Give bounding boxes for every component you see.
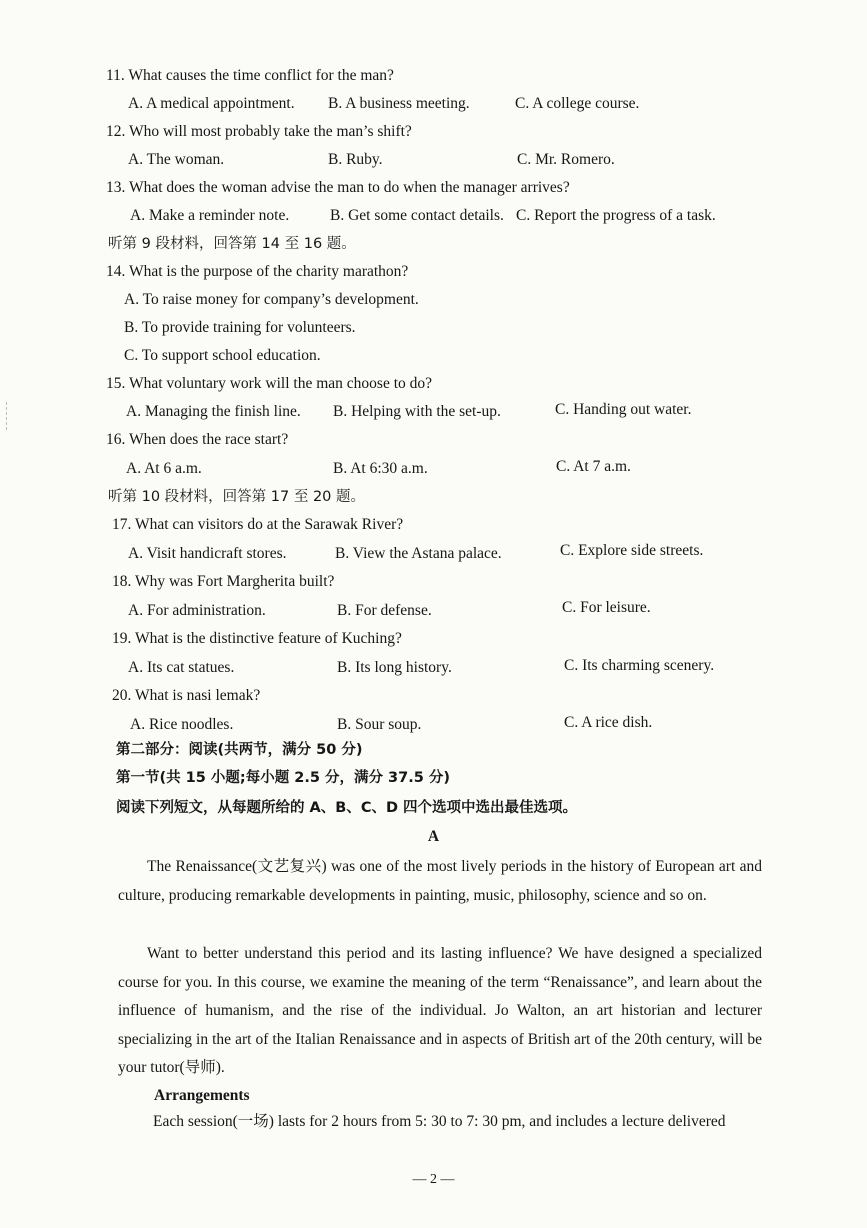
q14-option-a: A. To raise money for company’s development. [124, 291, 419, 308]
q17-option-a: A. Visit handicraft stores. [128, 545, 287, 562]
question-15: 15. What voluntary work will the man choose to do? [106, 375, 433, 392]
q11-option-b: B. A business meeting. [328, 95, 470, 112]
q19-option-b: B. Its long history. [337, 659, 452, 676]
q18-option-c: C. For leisure. [562, 599, 651, 616]
question-13: 13. What does the woman advise the man to do when the manager arrives? [106, 179, 570, 196]
question-20: 20. What is nasi lemak? [112, 687, 261, 704]
margin-mark [6, 402, 9, 430]
q18-option-a: A. For administration. [128, 602, 266, 619]
q11-option-a: A. A medical appointment. [128, 95, 295, 112]
q14-option-b: B. To provide training for volunteers. [124, 319, 356, 336]
q16-option-b: B. At 6:30 a.m. [333, 460, 428, 477]
q13-option-c: C. Report the progress of a task. [516, 207, 716, 224]
section-part-2-heading: 第二部分：阅读(共两节，满分 50 分) [116, 742, 363, 758]
q20-option-c: C. A rice dish. [564, 714, 653, 731]
question-18: 18. Why was Fort Margherita built? [112, 573, 335, 590]
q17-option-c: C. Explore side streets. [560, 542, 704, 559]
q17-option-b: B. View the Astana palace. [335, 545, 502, 562]
q16-option-a: A. At 6 a.m. [126, 460, 202, 477]
section-1-heading: 第一节(共 15 小题;每小题 2.5 分，满分 37.5 分) [116, 770, 450, 786]
instruction-passage-9: 听第 9 段材料，回答第 14 至 16 题。 [108, 236, 356, 252]
q19-option-a: A. Its cat statues. [128, 659, 235, 676]
q18-option-b: B. For defense. [337, 602, 432, 619]
arrangements-heading: Arrangements [154, 1087, 250, 1104]
q13-option-b: B. Get some contact details. [330, 207, 504, 224]
page-number: — 2 — [412, 1172, 455, 1187]
q11-option-c: C. A college course. [515, 95, 640, 112]
passage-paragraph-2: Want to better understand this period and its lasting influence? We have designed a specialized course for you. In this course, we examine the meaning of the term “Renaissance”, and learn about the influence of humanism, and the rise of the individual. Jo Walton, an art historian and lecturer specializing in the art of the Italian Renaissance and in aspects of British art of the 20th century, will be your tutor(导师). [118, 945, 762, 1076]
question-11: 11. What causes the time conflict for the man? [106, 67, 394, 84]
question-19: 19. What is the distinctive feature of Kuching? [112, 630, 402, 647]
q15-option-c: C. Handing out water. [555, 401, 692, 418]
q15-option-a: A. Managing the finish line. [126, 403, 301, 420]
question-16: 16. When does the race start? [106, 431, 289, 448]
question-14: 14. What is the purpose of the charity marathon? [106, 263, 409, 280]
passage-letter: A [427, 828, 440, 845]
instruction-passage-10: 听第 10 段材料，回答第 17 至 20 题。 [108, 489, 366, 505]
q20-option-b: B. Sour soup. [337, 716, 422, 733]
passage-paragraph-1: The Renaissance(文艺复兴) was one of the most lively periods in the history of European art and culture, producing remarkable developments in painting, music, philosophy, science and so on. [118, 858, 762, 904]
q12-option-c: C. Mr. Romero. [517, 151, 615, 168]
q16-option-c: C. At 7 a.m. [556, 458, 631, 475]
q20-option-a: A. Rice noodles. [130, 716, 234, 733]
question-12: 12. Who will most probably take the man’s shift? [106, 123, 412, 140]
passage-paragraph-3: Each session(一场) lasts for 2 hours from 5: 30 to 7: 30 pm, and includes a lecture delivered [153, 1113, 726, 1130]
reading-directions: 阅读下列短文，从每题所给的 A、B、C、D 四个选项中选出最佳选项。 [116, 800, 578, 816]
q15-option-b: B. Helping with the set-up. [333, 403, 501, 420]
q12-option-a: A. The woman. [128, 151, 225, 168]
question-17: 17. What can visitors do at the Sarawak River? [112, 516, 404, 533]
q14-option-c: C. To support school education. [124, 347, 321, 364]
q19-option-c: C. Its charming scenery. [564, 657, 715, 674]
q13-option-a: A. Make a reminder note. [130, 207, 290, 224]
q12-option-b: B. Ruby. [328, 151, 383, 168]
